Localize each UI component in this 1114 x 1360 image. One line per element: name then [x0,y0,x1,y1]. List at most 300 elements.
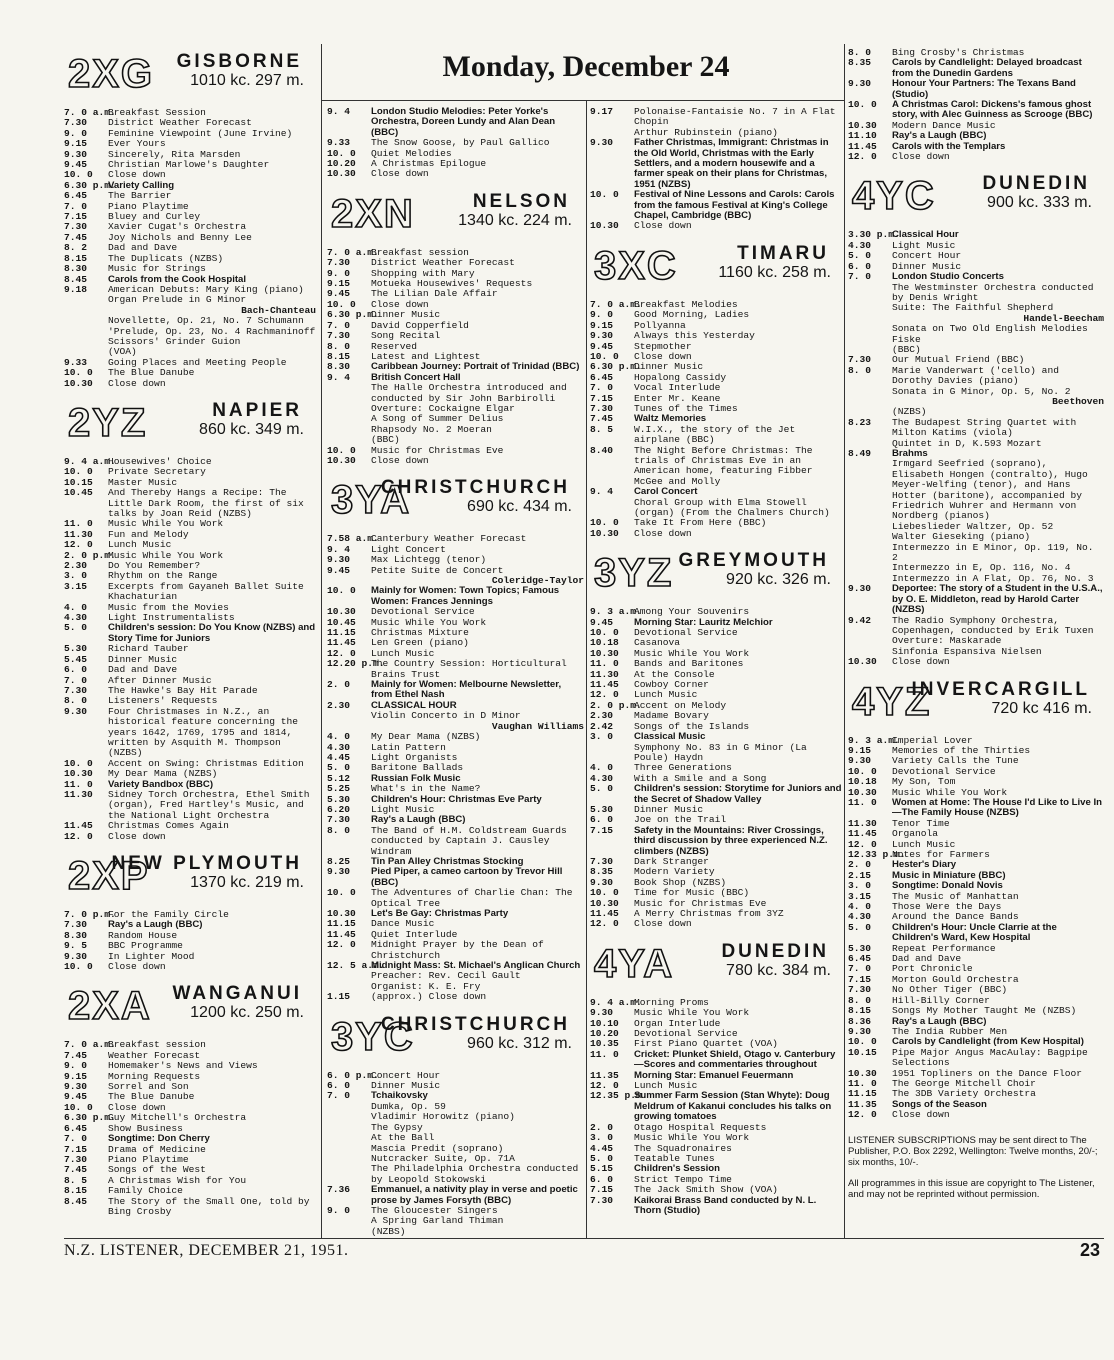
programme-time: 8.45 [64,273,88,285]
programme-time: 12. 0 [590,918,619,930]
programme-title: The Band of H.M. Coldstream Guards conducted by Captain J. Causley Windram [371,824,567,857]
programme-item [64,1072,316,1082]
programme-title: Mainly for Women: Melbourne Newsletter, from Ethel Nash [371,679,562,701]
programme-item [327,159,584,169]
programme-item [848,777,1104,787]
programme-item [848,283,1104,304]
programme-item [64,337,316,347]
programme-time [848,636,892,646]
programme-time: 9. 4 a.m. [64,455,116,467]
programme-item [590,107,843,128]
programme-time: 11. 0 [64,518,93,530]
programme-item [64,316,316,326]
programme-item [848,954,1104,964]
programme-time: 7.30 [64,1153,88,1165]
programme-time: 10. 0 [590,627,619,639]
programme-time: 9. 0 [590,309,614,321]
programme-time [848,387,892,397]
programme-title: Scissors' Grinder Guion [108,335,241,347]
programme-item [64,488,316,519]
programme-time: 2.30 [64,560,88,572]
programme-title: Motueka Housewives' Requests [371,278,533,290]
programme-item [327,659,584,680]
programme-title: Hester's Diary [892,859,957,871]
programme-title: Three Generations [634,762,732,774]
programme-item [848,850,1104,860]
programme-time: 12.20 p.m. [327,658,385,670]
programme-time: 9.30 [848,78,872,90]
programme-title: For the Family Circle [108,909,229,920]
programme-item [327,867,584,888]
programme-time [327,404,371,414]
programme-time: 5.30 [848,942,872,954]
programme-time: 10.30 [590,220,619,232]
programme-title: Music in Miniature (BBC) [892,869,1006,881]
programme-item [590,342,843,352]
programme-title: Concert Hour [892,250,962,262]
programme-time: 11.35 [590,1069,619,1081]
programme-title: The Duplicats (NZBS) [108,252,224,264]
programme-time: 12. 0 [327,939,356,951]
programme-time: 10. 0 [848,765,877,777]
programme-time: 2.30 [327,699,351,711]
programme-title: The Night Before Christmas: The trials of Christmas Eve in an American home, featuring Fibber McGee and Molly [634,444,813,487]
programme-item [64,368,316,378]
programme-item [848,1006,1104,1016]
programme-time: 12. 0 [64,830,93,842]
programme-title: (NZBS) [892,406,927,418]
spacer [327,466,584,470]
programme-title: Light Concert [371,543,446,555]
programme-title: Show Business [108,1122,183,1134]
programme-time: 3. 0 [590,731,614,743]
programme-time: 6. 0 [590,814,614,826]
programme-item [327,289,584,299]
programme-time [848,532,892,542]
programme-title: Christian Marlowe's Daughter [108,159,270,171]
programme-title: Vaughan Williams [491,720,584,732]
programme-time: 8. 0 [848,364,872,376]
programme-time: 8.30 [64,263,88,275]
programme-time: 10.10 [590,1017,619,1029]
programme-time: 4. 0 [327,731,351,743]
programme-title: Concert Hour [371,1069,441,1081]
programme-title: Take It From Here (BBC) [634,517,767,529]
programme-title: In Lighter Mood [108,950,195,962]
programme-title: Morton Gould Orchestra [892,973,1019,985]
programme-item [590,628,843,638]
programme-item [327,826,584,857]
programme-time: 6.20 [327,803,351,815]
programme-title: (VOA) [108,346,137,358]
programme-time: 10.45 [327,616,356,628]
programme-title: Accent on Swing: Christmas Edition [108,757,304,769]
spacer [327,180,584,184]
programme-time: 7.30 [327,814,351,826]
programme-time: 6. 0 [590,1173,614,1185]
programme-item [590,701,843,711]
programme-time: 3.30 p.m. [848,229,900,241]
programme-time: 8.40 [590,444,614,456]
programme-time: 8.15 [327,350,351,362]
programme-time: 2. 0 [848,859,872,871]
programme-title: Close down [371,298,429,310]
programme-title: The Squadronaires [634,1142,732,1154]
programme-title: Ray's a Laugh (BBC) [892,130,987,142]
programme-title: The Halle Orchestra introduced and conducted by Sir John Barbirolli [371,382,567,404]
programme-title: Dinner Music [892,260,962,272]
programme-time [327,711,371,721]
programme-time [327,435,371,445]
programme-title: American Debuts: Mary King (piano) [108,283,304,295]
programme-title: Weather Forecast [108,1049,201,1061]
programme-title: Dinner Music [371,1080,441,1092]
station-frequency: 1200 kc. 250 m. [190,1004,304,1022]
programme-time: 6.45 [848,953,872,965]
programme-time: 10. 0 [590,887,619,899]
programme-title: Baritone Ballads [371,762,464,774]
programme-title: Dinner Music [108,653,178,665]
footer-masthead: N.Z. LISTENER, DECEMBER 21, 1951. [64,1242,349,1259]
programme-title: Vocal Interlude [634,382,721,394]
programme-title: Summer Farm Session (Stan Whyte): Doug Meldrum of Kakanui concludes his talks on growing tomatoes [634,1090,832,1123]
programme-title: Rhapsody No. 2 Moeran [371,423,492,435]
publisher-note: All programmes in this issue are copyright to The Listener, and may not be reprinted without permission. [848,1177,1095,1200]
programme-title: Len Green (piano) [371,637,469,649]
programme-time: 9. 0 [64,1060,88,1072]
programme-title: Piano Playtime [108,200,189,212]
programme-time: 10.30 [848,1067,877,1079]
programme-title: Dinner Music [634,803,704,815]
programme-item [327,795,584,805]
programme-title: Close down [108,1101,166,1113]
programme-item [590,743,843,764]
programme-item [64,1186,316,1196]
column-rule [321,44,322,1239]
programme-time: 7.15 [590,392,614,404]
programme-title: Festival of Nine Lessons and Carols: Carols from the famous Festival at King's College Chapel, Cambridge (BBC) [634,189,835,222]
programme-item [64,264,316,274]
programme-item [590,909,843,919]
station-frequency: 920 kc. 326 m. [726,571,831,589]
programme-time: 9.45 [590,616,614,628]
programme-time: 11.30 [848,817,877,829]
programme-item [590,138,843,190]
programme-title: The Philadelphia Orchestra conducted by Leopold Stokowski [371,1163,579,1185]
page-heading: Monday, December 24 [442,50,730,83]
programme-item [848,1110,1104,1120]
programme-title: Song Recital [371,330,441,342]
programme-item [590,518,843,528]
programme-time [64,327,108,337]
station-frequency: 1340 kc. 224 m. [458,211,572,229]
station-header [64,399,316,453]
programme-time: 10.30 [327,454,356,466]
programme-title: Close down [634,918,692,930]
programme-title: Dinner Music [371,309,441,321]
programme-title: First Piano Quartet (VOA) [634,1038,778,1050]
programme-item [327,909,584,919]
programme-title: Music While You Work [108,549,224,561]
programme-title: Vladimir Horowitz (piano) [371,1111,515,1123]
programme-time [848,459,892,521]
programme-title: Time for Music (BBC) [634,887,750,899]
station-frequency: 690 kc. 434 m. [467,498,572,516]
programme-title: Organ Prelude in G Minor [108,294,247,306]
programme-time: 9.30 [848,1025,872,1037]
programme-title: Close down [634,350,692,362]
programme-time: 7.45 [590,413,614,425]
programme-title: Intermezzo in E Minor, Op. 119, No. 2 [892,541,1094,564]
programme-time: 8. 5 [64,1174,88,1186]
programme-time: 9.30 [64,1081,88,1093]
programme-title: Around the Dance Bands [892,911,1019,923]
programme-title: Sinfonia Espansiva Nielsen [892,645,1042,657]
spacer [848,1121,1104,1125]
programme-time: 7.30 [590,402,614,414]
programme-title: Canterbury Weather Forecast [371,533,527,545]
programme-title: The George Mitchell Choir [892,1077,1036,1089]
programme-time: 10.30 [590,647,619,659]
programme-title: Quiet Melodies [371,147,452,159]
programme-title: Carols with the Templars [892,140,1006,152]
programme-time: 8. 0 [848,994,872,1006]
programme-time: 9.17 [590,107,614,117]
programme-time: 9.45 [64,159,88,171]
programme-item [327,940,584,961]
station-callsign: 2XA [68,984,152,1029]
programme-item [590,1144,843,1154]
programme-title: Children's Session [634,1163,720,1175]
programme-title: Music While You Work [634,1007,750,1019]
spacer [848,668,1104,672]
programme-title: Notes for Farmers [892,849,990,860]
programme-title: The Lilian Dale Affair [371,288,498,300]
programme-time [848,563,892,573]
programme-item [848,798,1104,819]
programme-title: Four Christmases in N.Z., an historical feature concerning the years 1642, 1769, 1795 and 1814, written by Asquith M. Thompson (NZBS) [108,705,298,759]
programme-time: 11.45 [590,679,619,691]
programme-title: Choral Group with Elma Stowell (organ) (From the Chalmers Church) [634,496,830,518]
programme-title: Coleridge-Taylor [491,575,584,586]
programme-title: Rhythm on the Range [108,570,218,582]
spacer [327,1237,584,1239]
programme-title: Devotional Service [634,1028,738,1040]
programme-time: 7.36 [327,1184,351,1196]
column-4 [848,48,1104,1239]
programme-item [590,1091,843,1122]
programme-time: 7.45 [64,1164,88,1176]
programme-title: Light Music [892,239,956,251]
programme-time: 6. 0 p.m. [327,1069,379,1081]
programme-title: Devotional Service [892,765,996,777]
programme-item [327,1227,584,1237]
programme-item [590,857,843,867]
programme-item [64,962,316,972]
programme-title: Carols by Candlelight: Delayed broadcast from the Dunedin Gardens [892,57,1082,79]
programme-item [327,169,584,179]
station-header [590,549,843,603]
programme-item [64,655,316,665]
programme-item [327,1185,584,1206]
programme-title: The Barrier [108,190,172,202]
station-callsign: 3XC [594,243,678,288]
programme-title: Variety Bandbox (BBC) [108,778,214,790]
programme-title: Close down [108,169,166,181]
spacer [590,930,843,934]
programme-time: 11.30 [64,788,93,800]
programme-time [64,295,108,305]
programme-time [590,743,634,764]
programme-title: Breakfast Melodies [634,298,738,310]
programme-item [590,404,843,414]
programme-item [848,439,1104,449]
programme-title: My Dear Mama (NZBS) [371,731,481,743]
programme-title: Symphony No. 83 in G Minor (La Poule) Haydn [634,741,807,763]
programme-time: 7.30 [848,984,872,996]
programme-time: 9.15 [64,138,88,150]
programme-time: 6.45 [64,1122,88,1134]
programme-time: 2.15 [848,869,872,881]
programme-title: Mascia Predit (soprano) [371,1142,504,1154]
programme-time: 7. 0 p.m. [64,909,116,920]
programme-time: 9. 4 a.m. [590,996,642,1008]
programme-time: 12.33 p.m. [848,849,906,860]
station-header [327,1013,584,1067]
programme-item [848,152,1104,162]
programme-title: The India Rubber Men [892,1025,1008,1037]
programme-title: Children's Hour: Christmas Eve Party [371,793,542,805]
column-1 [64,44,316,1239]
programme-title: Violin Concerto in D Minor [371,710,521,722]
programme-title: Otago Hospital Requests [634,1121,767,1133]
programme-time: 6.45 [64,190,88,202]
programme-title: Morning Proms [634,996,709,1008]
column-2 [327,107,584,1239]
programme-time [327,383,371,404]
programme-title: Light Music [371,803,435,815]
programme-title: The Budapest String Quartet with Milton Katims (viola) [892,416,1077,439]
programme-item [327,638,584,648]
programme-time: 8.49 [848,448,872,459]
programme-time: 4.30 [327,741,351,753]
programme-title: With a Smile and a Song [634,772,767,784]
programme-item [64,1134,316,1144]
programme-time: 8.15 [64,1185,88,1197]
programme-item [64,160,316,170]
programme-time: 11. 0 [590,1048,619,1060]
programme-time: 6. 0 [848,260,872,272]
page-number: 23 [1079,1240,1100,1260]
programme-time: 12. 0 [590,689,619,701]
programme-title: Lunch Music [634,689,698,701]
programme-time: 7.30 [590,855,614,867]
programme-title: Listeners' Requests [108,695,218,707]
programme-time: 9.18 [64,283,88,295]
programme-time: 7.30 [64,684,88,696]
programme-time: 8.30 [327,361,351,373]
programme-title: Music While You Work [634,647,750,659]
programme-time: 7. 0 [327,1090,351,1102]
programme-title: Max Lichtegg (tenor) [371,554,487,566]
programme-item [327,1091,584,1101]
station-frequency: 960 kc. 312 m. [467,1034,572,1052]
programme-time: 9.45 [327,288,351,300]
programme-time: 7. 0 [848,271,872,283]
programme-title: Excerpts from Gayaneh Ballet Suite Khachaturian [108,580,304,603]
station-frequency: 1010 kc. 297 m. [190,72,304,89]
programme-time [327,1112,371,1122]
programme-time: 10.30 [64,768,93,780]
programme-time: 12. 5 a.m. [327,960,385,972]
programme-title: Music for Strings [108,263,206,275]
programme-item [848,142,1104,152]
programme-time [327,1154,371,1164]
programme-time: 10. 0 [64,757,93,769]
station-callsign: 2XN [331,191,415,236]
programme-title: Walter Gieseking (piano) [892,531,1031,543]
programme-item [590,1133,843,1143]
programme-title: Random House [108,929,178,941]
programme-time: 2.42 [590,720,614,732]
programme-time: 10.30 [590,897,619,909]
programme-time: 8. 5 [590,423,614,435]
station-name: CHRISTCHURCH [380,1013,570,1035]
column-rule [586,100,587,1239]
programme-title: Waltz Memories [634,413,707,425]
programme-time: 5. 0 [848,250,872,262]
programme-title: Tunes of the Times [634,402,738,414]
programme-time: 4. 0 [64,601,88,613]
programme-time: 11.15 [327,918,356,930]
station-name: DUNEDIN [721,940,829,962]
programme-item [64,623,316,644]
programme-time: 7.15 [590,1184,614,1196]
programme-time: 8.35 [848,57,872,69]
programme-title: Richard Tauber [108,643,189,655]
programme-item [64,233,316,243]
programme-title: British Concert Hall [371,371,461,383]
station-callsign: 3YA [331,478,412,523]
programme-time: 9. 4 [327,107,351,117]
programme-time: 12. 0 [848,838,877,850]
programme-title: Fun and Melody [108,528,189,540]
programme-title: Preacher: Rev. Cecil Gault [371,970,521,982]
programme-title: Intermezzo in E, Op. 116, No. 4 [892,562,1071,574]
programme-time: 10. 0 [327,147,356,159]
programme-item [590,1071,843,1081]
programme-item [848,366,1104,387]
programme-title: Breakfast session [108,1039,206,1051]
programme-time: 10. 0 [64,961,93,973]
programme-title: The Radio Symphony Orchestra, Copenhagen, conducted by Erik Tuxen [892,614,1094,636]
station-frequency: 1370 kc. 219 m. [190,874,304,891]
programme-title: Pollyanna [634,319,686,331]
programme-time: 10. 0 [64,367,93,379]
programme-title: Lunch Music [108,539,172,551]
programme-title: The Snow Goose, by Paul Gallico [371,137,550,149]
programme-title: The Music of Manhattan [892,890,1019,902]
programme-item [590,190,843,221]
programme-title: Bach-Chanteau [241,304,316,316]
programme-time: 12. 0 [848,1109,877,1121]
programme-item [590,331,843,341]
programme-title: Close down [108,961,166,973]
programme-time: 9.33 [327,137,351,149]
programme-item [64,821,316,831]
programme-title: Those Were the Days [892,901,1002,913]
programme-item [848,272,1104,282]
